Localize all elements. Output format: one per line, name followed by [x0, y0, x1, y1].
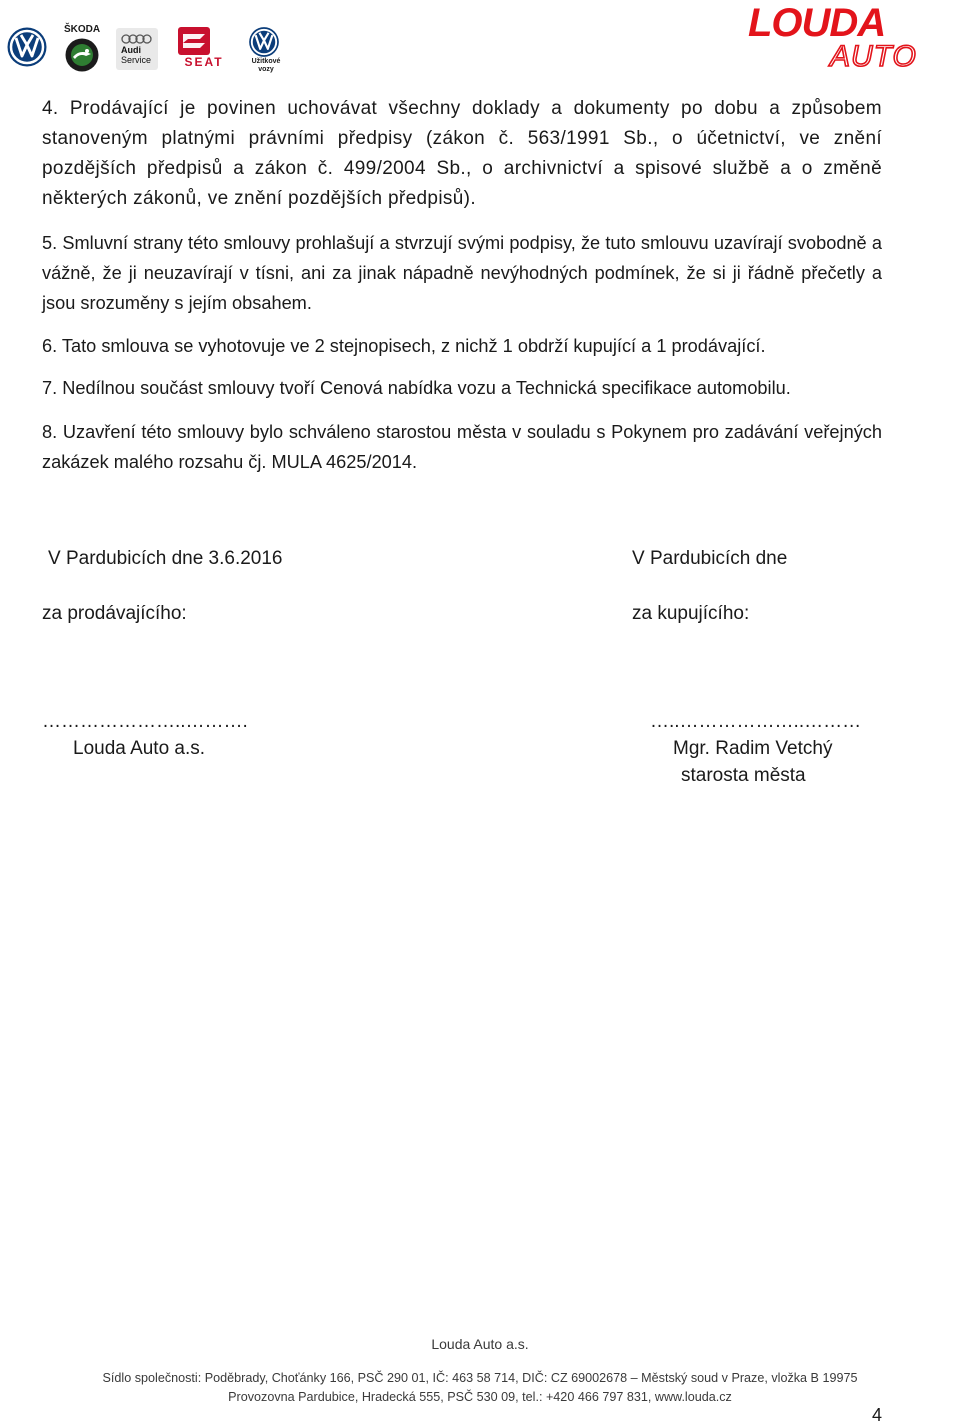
skoda-logo-icon — [62, 24, 102, 73]
vw-logo-icon — [6, 26, 48, 68]
footer-branch-contact: Provozovna Pardubice, Hradecká 555, PSČ 530 09, tel.: +420 466 797 831, www.louda.cz — [228, 1390, 732, 1404]
vw-commercial-logo-icon — [248, 26, 284, 74]
audi-brand-label: Audi — [121, 45, 141, 55]
commercial-label-line1: Užitkové — [251, 58, 281, 65]
page-number: 4 — [871, 1405, 882, 1425]
audi-service-label: Service — [121, 55, 152, 65]
footer-company-name: Louda Auto a.s. — [431, 1336, 529, 1352]
buyer-name: Mgr. Radim Vetchý — [673, 738, 833, 759]
clause-8: 8. Uzavření této smlouvy bylo schváleno starostou města v souladu s Pokynem pro zadávání veřejných zakázek malého rozsahu čj. MULA 4625/2014. — [42, 422, 882, 472]
buyer-signature-line: …..………………..……… — [650, 711, 862, 732]
seller-name: Louda Auto a.s. — [73, 738, 206, 759]
buyer-title: starosta města — [681, 765, 806, 786]
audi-service-logo-icon — [116, 28, 158, 70]
commercial-label-line2: vozy — [258, 66, 274, 73]
louda-logo-word2: AUTO — [830, 40, 917, 72]
clause-6: 6. Tato smlouva se vyhotovuje ve 2 stejnopisech, z nichž 1 obdrží kupující a 1 prodávající. — [42, 336, 766, 356]
clause-4: 4. Prodávající je povinen uchovávat všechny doklady a dokumenty po dobu a způsobem stanoveným platnými právními předpisy (zákon č. 563/1991 Sb., o účetnictví, ve znění pozdějších předpisů a zákon č. 499/2004 Sb., o archivnictví a spisové službě a o změně některých zákonů, ve znění pozdějších předpisů). — [42, 98, 882, 209]
page-header — [0, 0, 960, 80]
footer-registered-office: Sídlo společnosti: Poděbrady, Choťánky 166, PSČ 290 01, IČ: 463 58 714, DIČ: CZ 69002678 – Městský soud v Praze, vložka B 19975 — [102, 1371, 858, 1385]
seat-brand-label: SEAT — [184, 55, 224, 69]
seller-place-date: V Pardubicích dne 3.6.2016 — [48, 548, 283, 569]
buyer-place-date: V Pardubicích dne — [632, 548, 788, 569]
seat-logo-icon — [174, 26, 234, 68]
seller-role: za prodávajícího: — [42, 603, 187, 624]
clause-7: 7. Nedílnou součást smlouvy tvoří Cenová nabídka vozu a Technická specifikace automobilu. — [42, 378, 791, 398]
louda-auto-logo-icon — [742, 0, 952, 72]
clause-5: 5. Smluvní strany této smlouvy prohlašují a stvrzují svými podpisy, že tuto smlouvu uzavírají svobodně a vážně, že ji neuzavírají v tísni, ani za jinak nápadně nevýhodných podmínek, že si ji řádně přečetly a jsou srozuměny s jejím obsahem. — [42, 233, 882, 313]
skoda-brand-label: ŠKODA — [63, 24, 101, 35]
seller-signature-line: …………………..………. — [42, 711, 248, 732]
louda-logo-word1: LOUDA — [748, 1, 886, 45]
buyer-role: za kupujícího: — [632, 603, 750, 624]
